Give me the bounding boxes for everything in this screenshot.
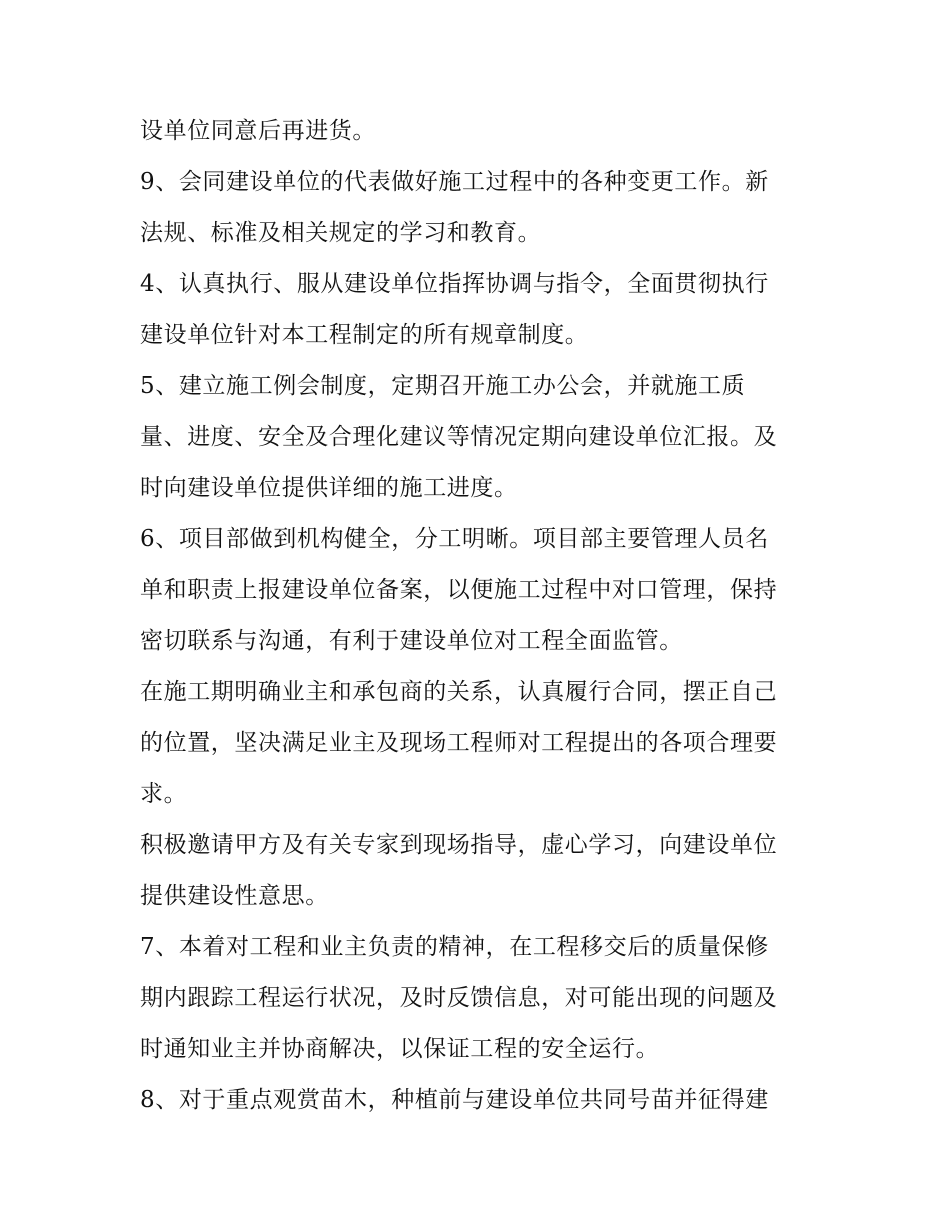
text-line: 建设单位针对本工程制定的所有规章制度。 bbox=[140, 322, 589, 348]
text-line: 的位置，坚决满足业主及现场工程师对工程提出的各项合理要 bbox=[140, 730, 778, 756]
text-line: 密切联系与沟通，有利于建设单位对工程全面监管。 bbox=[140, 628, 683, 654]
text-line: 6、项目部做到机构健全，分工明晰。项目部主要管理人员名 bbox=[140, 526, 769, 552]
text-line: 量、进度、安全及合理化建议等情况定期向建设单位汇报。及 bbox=[140, 424, 778, 450]
text-line: 求。 bbox=[140, 781, 188, 807]
text-line: 时向建设单位提供详细的施工进度。 bbox=[140, 475, 518, 501]
text-line: 9、会同建设单位的代表做好施工过程中的各种变更工作。新 bbox=[140, 169, 769, 195]
text-line: 期内跟踪工程运行状况，及时反馈信息，对可能出现的问题及 bbox=[140, 985, 778, 1011]
text-line: 积极邀请甲方及有关专家到现场指导，虚心学习，向建设单位 bbox=[140, 832, 778, 858]
text-line: 4、认真执行、服从建设单位指挥协调与指令，全面贯彻执行 bbox=[140, 271, 769, 297]
text-line: 设单位同意后再进货。 bbox=[140, 118, 376, 144]
text-line: 7、本着对工程和业主负责的精神，在工程移交后的质量保修 bbox=[140, 934, 769, 960]
text-line: 法规、标准及相关规定的学习和教育。 bbox=[140, 220, 542, 246]
document-body bbox=[140, 106, 820, 1126]
text-line: 5、建立施工例会制度，定期召开施工办公会，并就施工质 bbox=[140, 373, 746, 399]
text-line: 在施工期明确业主和承包商的关系，认真履行合同，摆正自己 bbox=[140, 679, 778, 705]
text-line: 提供建设性意思。 bbox=[140, 883, 329, 909]
text-line: 时通知业主并协商解决，以保证工程的安全运行。 bbox=[140, 1036, 660, 1062]
text-line: 8、对于重点观赏苗木，种植前与建设单位共同号苗并征得建 bbox=[140, 1087, 769, 1113]
text-line: 单和职责上报建设单位备案，以便施工过程中对口管理，保持 bbox=[140, 577, 778, 603]
